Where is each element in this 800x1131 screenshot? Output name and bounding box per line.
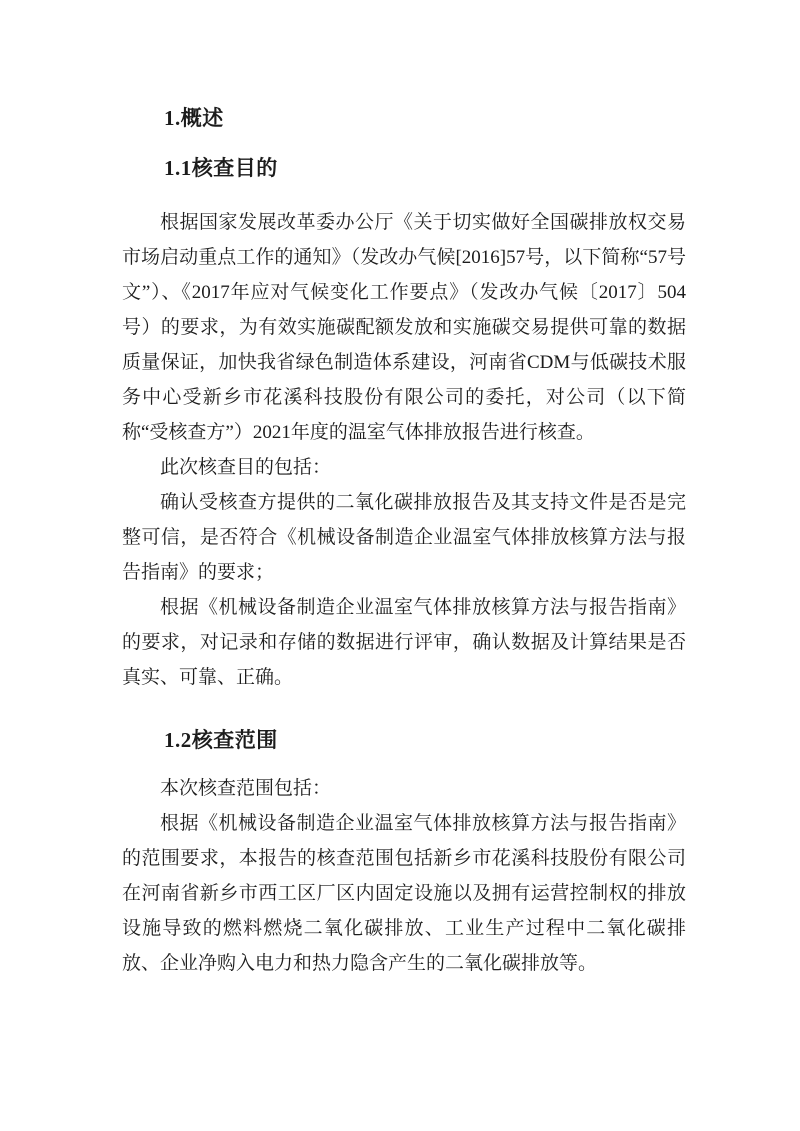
paragraph-scope-intro: 本次核查范围包括：	[160, 778, 332, 799]
paragraph-purpose-item-accuracy: 根据《机械设备制造企业温室气体排放核算方法与报告指南》的要求，对记录和存储的数据进行评审，确认数据及计算结果是否真实、可靠、正确。	[122, 597, 686, 688]
chapter-heading-overview: 1.概述	[164, 106, 224, 130]
section-heading-verification-scope: 1.2核查范围	[164, 728, 278, 752]
paragraph-verification-basis: 根据国家发展改革委办公厅《关于切实做好全国碳排放权交易市场启动重点工作的通知》（发改办气候[2016]57号，以下简称“57号文”）、《2017年应对气候变化工作要点》（发改办气候〔2017〕504号）的要求，为有效实施碳配额发放和实施碳交易提供可靠的数据质量保证，加快我省绿色制造体系建设，河南省CDM与低碳技术服务中心受新乡市花溪科技股份有限公司的委托，对公司（以下简称“受核查方”）2021年度的温室气体排放报告进行核查。	[122, 212, 686, 443]
section-heading-verification-purpose: 1.1核查目的	[164, 156, 278, 180]
paragraph-purpose-intro: 此次核查目的包括：	[160, 457, 332, 478]
paragraph-scope-detail: 根据《机械设备制造企业温室气体排放核算方法与报告指南》的范围要求，本报告的核查范围包括新乡市花溪科技股份有限公司在河南省新乡市西工区厂区内固定设施以及拥有运营控制权的排放设施导致的燃料燃烧二氧化碳排放、工业生产过程中二氧化碳排放、企业净购入电力和热力隐含产生的二氧化碳排放等。	[122, 813, 686, 974]
paragraph-purpose-item-completeness: 确认受核查方提供的二氧化碳排放报告及其支持文件是否是完整可信，是否符合《机械设备制造企业温室气体排放核算方法与报告指南》的要求；	[122, 492, 686, 583]
